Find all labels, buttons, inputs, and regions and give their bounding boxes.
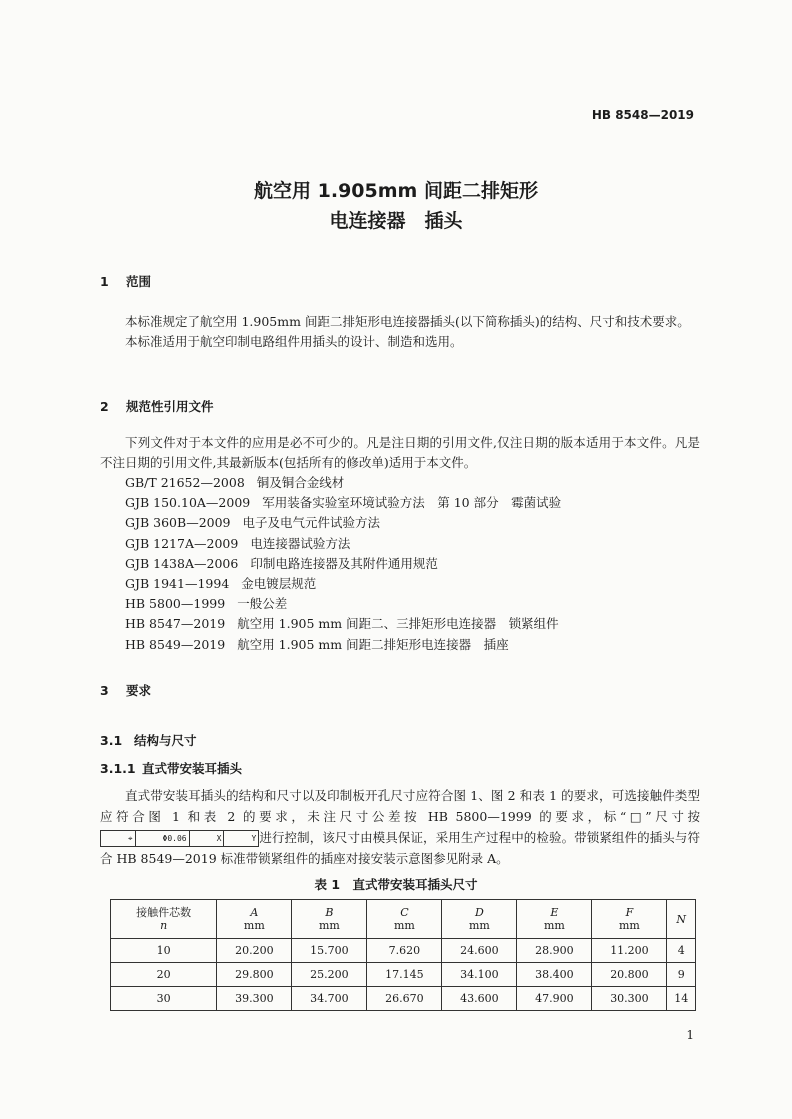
- section-2-heading: [100, 397, 214, 415]
- table-row: [111, 987, 696, 1011]
- reference-title: 印制电路连接器及其附件通用规范: [250, 555, 438, 571]
- section-title: 要求: [126, 683, 152, 698]
- table-row: [111, 963, 696, 987]
- table-cell: 24.600: [442, 939, 517, 963]
- table-1: [110, 899, 696, 1011]
- table-cell: 34.100: [442, 963, 517, 987]
- section-title: 直式带安装耳插头: [142, 761, 243, 776]
- header-cell: E mm: [517, 900, 592, 939]
- paragraph: [100, 785, 700, 869]
- table-cell: 26.670: [367, 987, 442, 1011]
- section-number: 2: [100, 399, 109, 414]
- table-cell: 17.145: [367, 963, 442, 987]
- header-cell: F mm: [592, 900, 667, 939]
- reference-title: 金电镀层规范: [241, 576, 317, 592]
- table-cell: 20.200: [217, 939, 292, 963]
- reference-code: GJB 150.10A—2009: [125, 495, 251, 511]
- position-icon: ⌖: [101, 831, 136, 846]
- paragraph: 本标准适用于航空印制电路组件用插头的设计、制造和选用。: [125, 334, 463, 349]
- reference-title: 军用装备实验室环境试验方法 第 10 部分 霉菌试验: [262, 495, 562, 511]
- section-number: 3.1: [100, 733, 123, 748]
- reference-item: [125, 493, 561, 513]
- table-cell: 34.700: [292, 987, 367, 1011]
- header-cell: D mm: [442, 900, 517, 939]
- paragraph-text: 直式带安装耳插头的结构和尺寸以及印制板开孔尺寸应符合图 1、图 2 和表 1 的要求，可选接触件类型应符合图 1 和表 2 的要求，未注尺寸公差按 HB 5800—1999 的要求，标“□”尺寸按: [100, 788, 700, 824]
- table-cell: 29.800: [217, 963, 292, 987]
- table-cell: 9: [667, 963, 696, 987]
- datum-x: X: [190, 831, 225, 846]
- table-header-row: [111, 900, 696, 939]
- section-1-heading: [100, 272, 151, 290]
- reference-title: 电连接器试验方法: [250, 535, 351, 551]
- page-number: 1: [686, 1028, 694, 1042]
- reference-title: 航空用 1.905 mm 间距二排矩形电连接器 插座: [237, 636, 509, 652]
- reference-item: [125, 594, 561, 614]
- tolerance-value: Φ0.06: [136, 831, 190, 846]
- reference-code: GJB 360B—2009: [125, 515, 231, 531]
- header-cell: A mm: [217, 900, 292, 939]
- section-number: 1: [100, 274, 109, 289]
- table-cell: 14: [667, 987, 696, 1011]
- table-row: [111, 939, 696, 963]
- reference-code: HB 5800—1999: [125, 596, 226, 612]
- reference-code: GJB 1438A—2006: [125, 555, 239, 571]
- table-cell: 20.800: [592, 963, 667, 987]
- table-1-caption: 表 1 直式带安装耳插头尺寸: [314, 877, 478, 892]
- standard-number: HB 8548—2019: [591, 108, 694, 122]
- table-cell: 20: [111, 963, 217, 987]
- reference-item: [125, 614, 561, 634]
- section-3-heading: [100, 681, 151, 699]
- section-3-1-heading: [100, 731, 197, 749]
- table-cell: 10: [111, 939, 217, 963]
- reference-item: [125, 513, 561, 533]
- datum-y: Y: [251, 834, 257, 843]
- header-cell: C mm: [367, 900, 442, 939]
- table-cell: 11.200: [592, 939, 667, 963]
- section-2-body: [100, 433, 700, 473]
- table-cell: 30: [111, 987, 217, 1011]
- table-cell: 25.200: [292, 963, 367, 987]
- section-3-1-1-heading: [100, 759, 242, 777]
- document-title-line2: 电连接器 插头: [329, 210, 463, 232]
- header-cell: 接触件芯数 n: [111, 900, 217, 939]
- table-cell: 7.620: [367, 939, 442, 963]
- reference-code: GJB 1217A—2009: [125, 535, 239, 551]
- reference-code: HB 8549—2019: [125, 636, 226, 652]
- section-number: 3.1.1: [100, 761, 136, 776]
- section-3-1-1-body: [100, 785, 700, 869]
- reference-title: 航空用 1.905 mm 间距二、三排矩形电连接器 锁紧组件: [237, 616, 559, 632]
- reference-code: GJB 1941—1994: [125, 576, 230, 592]
- header-cell: B mm: [292, 900, 367, 939]
- table-cell: 4: [667, 939, 696, 963]
- table-cell: 43.600: [442, 987, 517, 1011]
- table-cell: 47.900: [517, 987, 592, 1011]
- position-tolerance-frame: [100, 830, 259, 847]
- paragraph: 本标准规定了航空用 1.905mm 间距二排矩形电连接器插头(以下简称插头)的结构、尺寸和技术要求。: [125, 314, 690, 329]
- section-title: 范围: [126, 274, 152, 289]
- table-cell: 15.700: [292, 939, 367, 963]
- reference-code: HB 8547—2019: [125, 616, 226, 632]
- table-cell: 28.900: [517, 939, 592, 963]
- section-1-body: [100, 312, 700, 352]
- reference-title: 一般公差: [237, 596, 288, 612]
- reference-item: [125, 534, 561, 554]
- section-title: 结构与尺寸: [134, 733, 197, 748]
- reference-item: [125, 554, 561, 574]
- table-cell: 39.300: [217, 987, 292, 1011]
- reference-code: GB/T 21652—2008: [125, 475, 245, 490]
- reference-title: 电子及电气元件试验方法: [242, 515, 381, 531]
- normative-references-list: [125, 473, 561, 655]
- reference-item: [125, 574, 561, 594]
- reference-item: [125, 473, 561, 493]
- section-number: 3: [100, 683, 109, 698]
- reference-item: [125, 635, 561, 655]
- document-title-line1: 航空用 1.905mm 间距二排矩形: [254, 180, 538, 202]
- reference-title: 铜及铜合金线材: [256, 475, 345, 490]
- section-title: 规范性引用文件: [126, 399, 214, 414]
- paragraph: 下列文件对于本文件的应用是必不可少的。凡是注日期的引用文件,仅注日期的版本适用于本文件。凡是不注日期的引用文件,其最新版本(包括所有的修改单)适用于本文件。: [100, 435, 700, 470]
- paragraph-text: 进行控制，该尺寸由模具保证，采用生产过程中的检验。带锁紧组件的插头与符合 HB 8549—2019 标准带锁紧组件的插座对接安装示意图参见附录 A。: [100, 830, 700, 866]
- header-cell: N: [667, 900, 696, 939]
- table-cell: 30.300: [592, 987, 667, 1011]
- table-cell: 38.400: [517, 963, 592, 987]
